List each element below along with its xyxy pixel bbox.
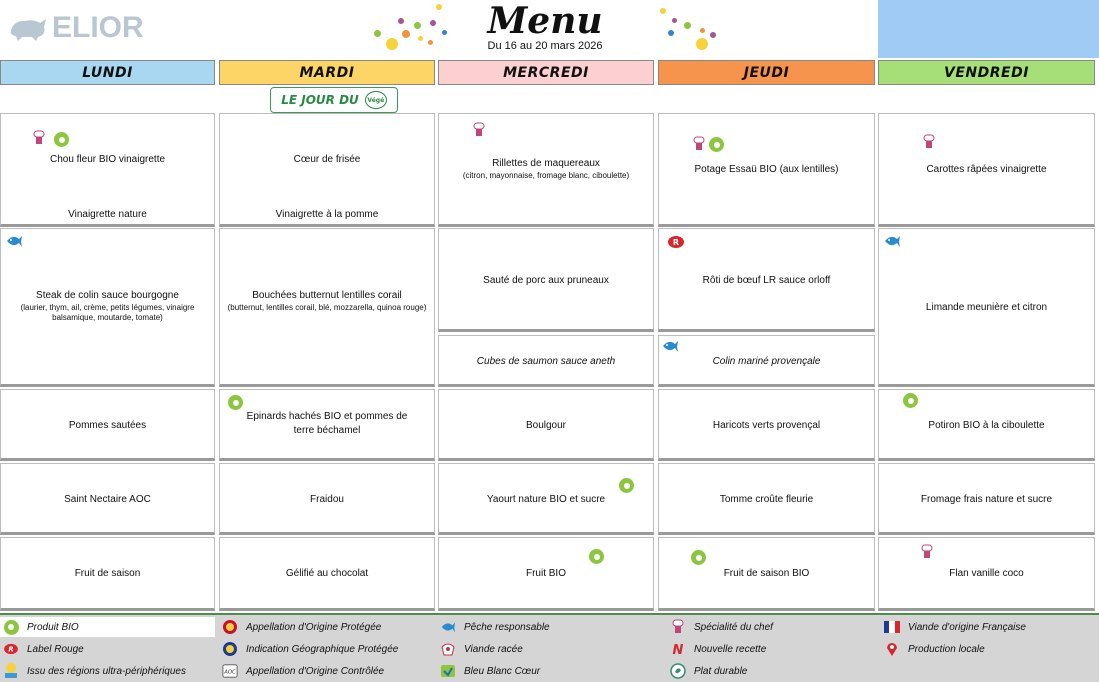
legend-label: Viande d'origine Française <box>908 621 1026 633</box>
dish-name: Fruit BIO <box>525 568 566 579</box>
legend-label: Label Rouge <box>27 643 84 655</box>
legend-item-locale <box>884 639 985 659</box>
dish-alternative: Cubes de saumon sauce aneth <box>476 356 616 367</box>
menu-cell-dessert-jeudi <box>658 537 875 611</box>
menu-cell-accomp-lundi <box>0 389 215 461</box>
legend-item-bio <box>0 617 215 637</box>
vege-banner-text: LE JOUR DU <box>281 93 359 107</box>
menu-cell-fromage-mardi <box>219 463 435 535</box>
dish-name: Pommes sautées <box>68 420 147 431</box>
fish-icon <box>5 233 21 249</box>
legend-label: Produit BIO <box>27 621 79 633</box>
dish-name: Saint Nectaire AOC <box>64 494 151 505</box>
menu-date: Du 16 au 20 mars 2026 <box>487 40 603 52</box>
legend-item-aop <box>222 617 381 637</box>
dish-name: Limande meunière et citron <box>925 302 1048 313</box>
dish-main: Steak de colin sauce bourgogne <box>36 290 179 301</box>
day-header-mercredi: MERCREDI <box>438 60 654 85</box>
dish-name: Flan vanille coco <box>949 568 1024 579</box>
menu-cell-entree-lundi <box>0 113 215 227</box>
legend-item-rup <box>0 661 186 681</box>
aop-icon <box>222 619 238 635</box>
chef-icon <box>471 122 487 138</box>
bio-icon <box>3 619 19 635</box>
menu-cell-plat-jeudi <box>658 228 875 332</box>
dish-extra: Vinaigrette à la pomme <box>275 209 379 220</box>
dish-name: Haricots verts provençal <box>712 420 821 431</box>
brand-name: ELIOR <box>52 11 144 44</box>
bio-icon <box>619 478 634 493</box>
legend-item-durable <box>670 661 747 681</box>
aoc-icon <box>222 663 238 679</box>
fish-icon <box>440 619 456 635</box>
legend-item-viande-racee <box>440 639 523 659</box>
legend-item-aoc <box>222 661 384 681</box>
bio-icon <box>903 393 918 408</box>
label-rouge-icon <box>667 235 683 251</box>
legend-label: Viande racée <box>464 643 523 655</box>
header-blue-block <box>878 0 1099 58</box>
menu-cell-plat-vendredi <box>878 228 1095 387</box>
legend-label: Pêche responsable <box>464 621 550 633</box>
svg-text:AOC: AOC <box>224 669 236 676</box>
menu-cell-dessert-mardi <box>219 537 435 611</box>
viande-racee-icon <box>440 641 456 657</box>
legend-label: Indication Géographique Protégée <box>246 643 399 655</box>
menu-cell-accomp-mardi <box>219 389 435 461</box>
chef-icon <box>31 130 47 146</box>
day-header-mardi: MARDI <box>219 60 435 85</box>
legend-label: Appellation d'Origine Protégée <box>246 621 382 633</box>
dish-name: Chou fleur BIO vinaigrette <box>49 154 166 165</box>
bio-icon <box>709 137 724 152</box>
legend-label: Issu des régions ultra-périphériques <box>27 665 186 677</box>
menu-cell-dessert-mercredi <box>438 537 654 611</box>
jour-du-vege-banner <box>270 87 398 113</box>
rup-icon <box>3 663 19 679</box>
chef-icon <box>691 136 707 152</box>
dish-name: Carottes râpées vinaigrette <box>926 164 1047 175</box>
plat-durable-icon <box>670 663 686 679</box>
legend-item-label-rouge <box>0 639 84 659</box>
legend-item-peche <box>440 617 550 637</box>
legend-item-bbc <box>440 661 540 681</box>
menu-cell-fromage-lundi <box>0 463 215 535</box>
chef-icon <box>921 134 937 150</box>
dish-alternative: Colin mariné provençale <box>712 356 821 367</box>
legend-item-chef <box>670 617 773 637</box>
menu-cell-dessert-lundi <box>0 537 215 611</box>
menu-cell-plat-alt-jeudi <box>658 335 875 387</box>
dish-name: Boulgour <box>525 420 567 431</box>
menu-cell-plat-mercredi <box>438 228 654 332</box>
menu-cell-plat-mardi <box>219 228 435 387</box>
legend-label: Nouvelle recette <box>694 643 767 655</box>
label-rouge-icon <box>3 641 19 657</box>
menu-cell-accomp-mercredi <box>438 389 654 461</box>
dish-extra: Vinaigrette nature <box>68 209 147 220</box>
vege-badge: Végé <box>365 91 387 109</box>
dish-name: Cœur de frisée <box>293 154 361 165</box>
legend-label: Production locale <box>908 643 985 655</box>
day-header-vendredi: VENDREDI <box>878 60 1095 85</box>
fish-icon <box>661 338 677 354</box>
chef-icon <box>670 619 686 635</box>
dish-name: Potage Essaü BIO (aux lentilles) <box>694 164 839 175</box>
legend-label: Spécialité du chef <box>694 621 773 633</box>
menu-cell-plat-alt-mercredi <box>438 335 654 387</box>
bull-logo-icon <box>8 13 48 43</box>
dish-main: Rillettes de maquereaux <box>492 158 600 169</box>
elior-logo <box>8 10 144 46</box>
dish-name: Potiron BIO à la ciboulette <box>928 420 1045 431</box>
menu-cell-entree-jeudi <box>658 113 875 227</box>
menu-cell-entree-mercredi <box>438 113 654 227</box>
menu-cell-fromage-mercredi <box>438 463 654 535</box>
chef-icon <box>919 544 935 560</box>
bleu-blanc-coeur-icon <box>440 663 456 679</box>
fish-icon <box>883 233 899 249</box>
dish-name: Fromage frais nature et sucre <box>920 494 1053 505</box>
dish-ingredients: (butternut, lentilles corail, blé, mozzarella, quinoa rouge) <box>227 303 427 312</box>
legend-item-igp <box>222 639 398 659</box>
legend-item-nouvelle <box>670 639 766 659</box>
bio-icon <box>691 550 706 565</box>
menu-cell-accomp-vendredi <box>878 389 1095 461</box>
legend-label: Appellation d'Origine Contrôlée <box>246 665 385 677</box>
menu-cell-entree-vendredi <box>878 113 1095 227</box>
dish-name: Epinards hachés BIO et pommes de terre béchamel <box>246 411 408 436</box>
igp-icon <box>222 641 238 657</box>
dish-name: Gélifié au chocolat <box>285 568 369 579</box>
day-header-lundi: LUNDI <box>0 60 215 85</box>
legend-label: Plat durable <box>694 665 748 677</box>
svg-text:R: R <box>8 645 14 654</box>
bio-icon <box>589 549 604 564</box>
menu-cell-entree-mardi <box>219 113 435 227</box>
menu-cell-accomp-jeudi <box>658 389 875 461</box>
dish-name: Sauté de porc aux pruneaux <box>483 275 609 286</box>
dish-name: Tomme croûte fleurie <box>719 494 814 505</box>
dish-name: Fruit de saison <box>74 568 141 579</box>
dish-ingredients: (citron, mayonnaise, fromage blanc, ciboulette) <box>462 171 630 180</box>
dish-name <box>443 157 649 181</box>
menu-cell-plat-lundi <box>0 228 215 387</box>
dish-ingredients: (laurier, thym, ail, crème, petits légumes, vinaigre balsamique, moutarde, tomate) <box>20 303 195 322</box>
menu-cell-dessert-vendredi <box>878 537 1095 611</box>
dish-name: Fruit de saison BIO <box>723 568 810 579</box>
nouvelle-recette-icon <box>670 641 686 657</box>
menu-cell-fromage-vendredi <box>878 463 1095 535</box>
menu-cell-fromage-jeudi <box>658 463 875 535</box>
svg-text:R: R <box>672 238 680 247</box>
french-flag-icon <box>884 619 900 635</box>
dish-name: Yaourt nature BIO et sucre <box>486 494 606 505</box>
dish-name <box>5 289 210 323</box>
bio-icon <box>54 132 69 147</box>
svg-text:N: N <box>672 643 684 657</box>
legend-item-viande-fr <box>884 617 1026 637</box>
dish-name <box>224 289 430 313</box>
page-title: Menu <box>487 0 603 42</box>
bio-icon <box>228 395 243 410</box>
day-header-jeudi: JEUDI <box>658 60 875 85</box>
location-pin-icon <box>884 641 900 657</box>
dish-main: Bouchées butternut lentilles corail <box>252 290 402 301</box>
dish-name: Fraidou <box>310 494 344 505</box>
dish-name: Rôti de bœuf LR sauce orloff <box>702 275 831 286</box>
legend <box>0 613 1099 682</box>
legend-label: Bleu Blanc Cœur <box>464 665 541 677</box>
